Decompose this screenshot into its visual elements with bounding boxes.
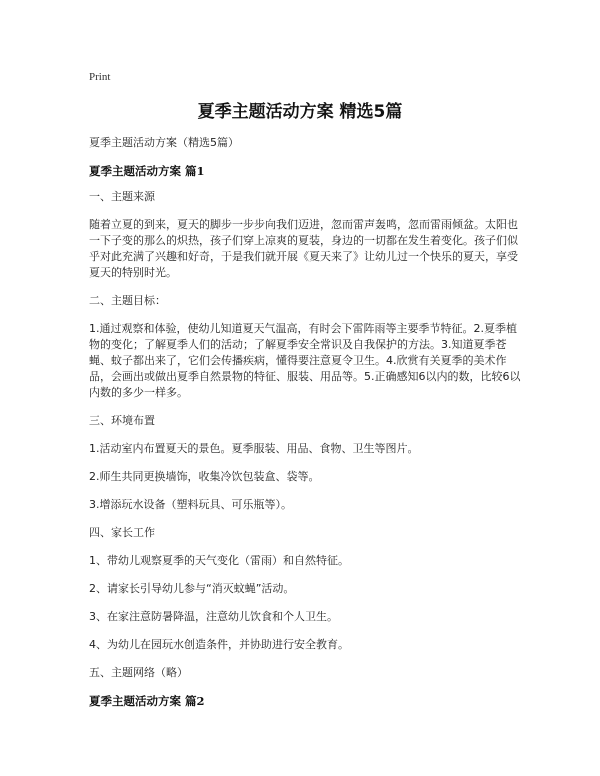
theme-network-heading: 五、主题网络（略） — [89, 666, 188, 679]
page-title: 夏季主题活动方案 精选5篇 — [197, 102, 403, 122]
parent-work-item: 1、带幼儿观察夏季的天气变化（雷雨）和自然特征。 — [89, 554, 349, 567]
goals-paragraph: 1.通过观察和体验，使幼儿知道夏天气温高，有时会下雷阵雨等主要季节特征。2.夏季植物的变化；了解夏季人们的活动；了解夏季安全常识及自我保护的方法。3.知道夏季苍蝇、蚊子都出来了，它们会传播疾病，懂得要注意夏令卫生。4.欣赏有关夏季的美术作品，会画出或做出夏季自然景物的特征、服装、用品等。5.正确感知6以内的数，比较6以内数的多少一样多。 — [89, 322, 521, 399]
parent-work-heading: 四、家长工作 — [89, 526, 155, 539]
environment-item: 1.活动室内布置夏天的景色。夏季服装、用品、食物、卫生等图片。 — [89, 442, 419, 455]
section-2-title: 夏季主题活动方案 篇2 — [89, 694, 205, 708]
parent-work-item: 2、请家长引导幼儿参与“消灭蚊蝇”活动。 — [89, 582, 295, 595]
doc-subtitle: 夏季主题活动方案（精选5篇） — [89, 136, 239, 149]
section-1-title: 夏季主题活动方案 篇1 — [89, 164, 205, 178]
environment-heading: 三、环境布置 — [89, 414, 155, 427]
environment-item: 3.增添玩水设备（塑料玩具、可乐瓶等）。 — [89, 498, 292, 511]
parent-work-item: 4、为幼儿在园玩水创造条件，并协助进行安全教育。 — [89, 638, 349, 651]
goals-heading: 二、主题目标： — [89, 294, 166, 307]
print-link[interactable]: Print — [89, 71, 111, 83]
article-body — [89, 135, 521, 719]
theme-source-heading: 一、主题来源 — [89, 190, 155, 203]
environment-item: 2.师生共同更换墙饰，收集冷饮包装盒、袋等。 — [89, 470, 320, 483]
parent-work-item: 3、在家注意防暑降温，注意幼儿饮食和个人卫生。 — [89, 610, 338, 623]
theme-source-paragraph: 随着立夏的到来，夏天的脚步一步步向我们迈进，忽而雷声轰鸣，忽而雷雨倾盆。太阳也一下子变的那么的炽热，孩子们穿上凉爽的夏装，身边的一切都在发生着变化。孩子们似乎对此充满了兴趣和好奇，于是我们就开展《夏天来了》让幼儿过一个快乐的夏天，享受夏天的特别时光。 — [89, 218, 518, 279]
